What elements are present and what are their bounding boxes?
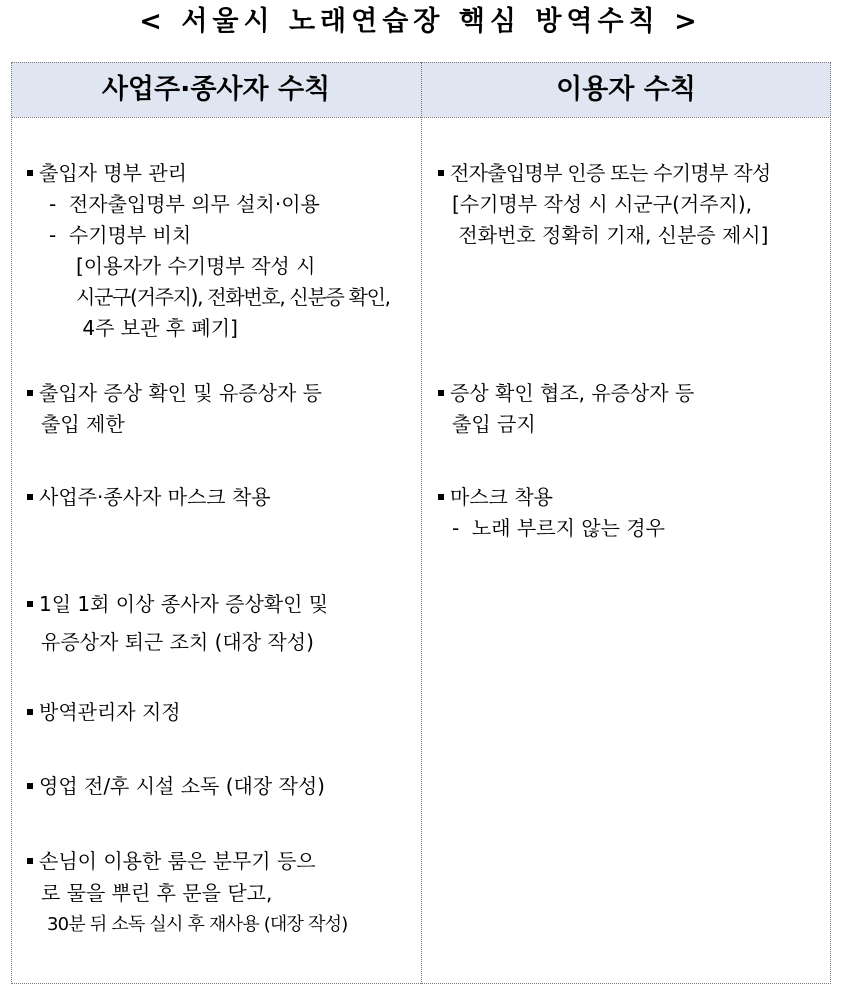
user-rule-mask [438,482,665,544]
rule-detail: - 노래 부르지 않는 경우 [452,516,665,540]
page-title: < 서울시 노래연습장 핵심 방역수칙 > [139,6,702,37]
rule-detail: [이용자가 수기명부 작성 시 [76,254,316,278]
square-bullet-icon [438,390,444,396]
user-rule-symptom-check [438,378,694,440]
owner-rule-disinfection [27,771,325,802]
owner-rule-symptom-check [27,378,322,440]
user-rules-header: 이용자 수칙 [556,74,696,105]
rules-table [11,62,831,984]
rule-text: 영업 전/후 시설 소독 (대장 작성) [39,774,325,798]
owner-rule-visitor-log [27,158,390,344]
square-bullet-icon [438,494,444,500]
rule-detail: 30분 뒤 소독 실시 후 재사용 (대장 작성) [47,914,348,935]
rule-detail: 출입 금지 [452,412,536,436]
rule-detail: [수기명부 작성 시 시군구(거주지), [452,192,752,216]
rule-detail: - 전자출입명부 의무 설치·이용 [49,192,320,216]
square-bullet-icon [27,601,33,607]
square-bullet-icon [27,709,33,715]
rule-detail: 출입 제한 [41,412,125,436]
rule-text: 출입자 명부 관리 [39,161,187,185]
square-bullet-icon [27,494,33,500]
rule-text: 방역관리자 지정 [39,700,181,724]
rule-text: 1일 1회 이상 종사자 증상확인 및 [39,592,329,616]
square-bullet-icon [438,170,444,176]
rule-detail: 전화번호 정확히 기재, 신분증 제시] [452,223,769,247]
rule-detail: 유증상자 퇴근 조치 (대장 작성) [41,630,314,654]
table-left-border [11,62,12,984]
rule-text: 마스크 착용 [450,485,553,509]
square-bullet-icon [27,170,33,176]
square-bullet-icon [27,390,33,396]
user-rule-visitor-log [438,158,771,251]
rule-detail: - 수기명부 비치 [49,223,192,247]
table-right-border [830,62,831,984]
rule-text: 출입자 증상 확인 및 유증상자 등 [39,381,322,405]
column-divider [421,62,422,984]
rule-detail: 로 물을 뿌린 후 문을 닫고, [41,881,273,905]
owner-rule-quarantine-manager [27,697,181,728]
owner-rule-room-disinfection [27,845,347,941]
rule-text: 증상 확인 협조, 유증상자 등 [450,381,695,405]
owner-rule-mask [27,482,271,513]
owner-rule-daily-staff-check [27,585,328,661]
owner-rules-header: 사업주·종사자 수칙 [101,74,331,105]
rule-text: 전자출입명부 인증 또는 수기명부 작성 [450,161,771,185]
square-bullet-icon [27,783,33,789]
square-bullet-icon [27,858,33,864]
rule-detail: 4주 보관 후 폐기] [76,316,238,340]
rule-detail: 시군구(거주지), 전화번호, 신분증 확인, [76,285,390,309]
rule-text: 손님이 이용한 룸은 분무기 등으 [39,849,316,873]
rule-text: 사업주·종사자 마스크 착용 [39,485,271,509]
